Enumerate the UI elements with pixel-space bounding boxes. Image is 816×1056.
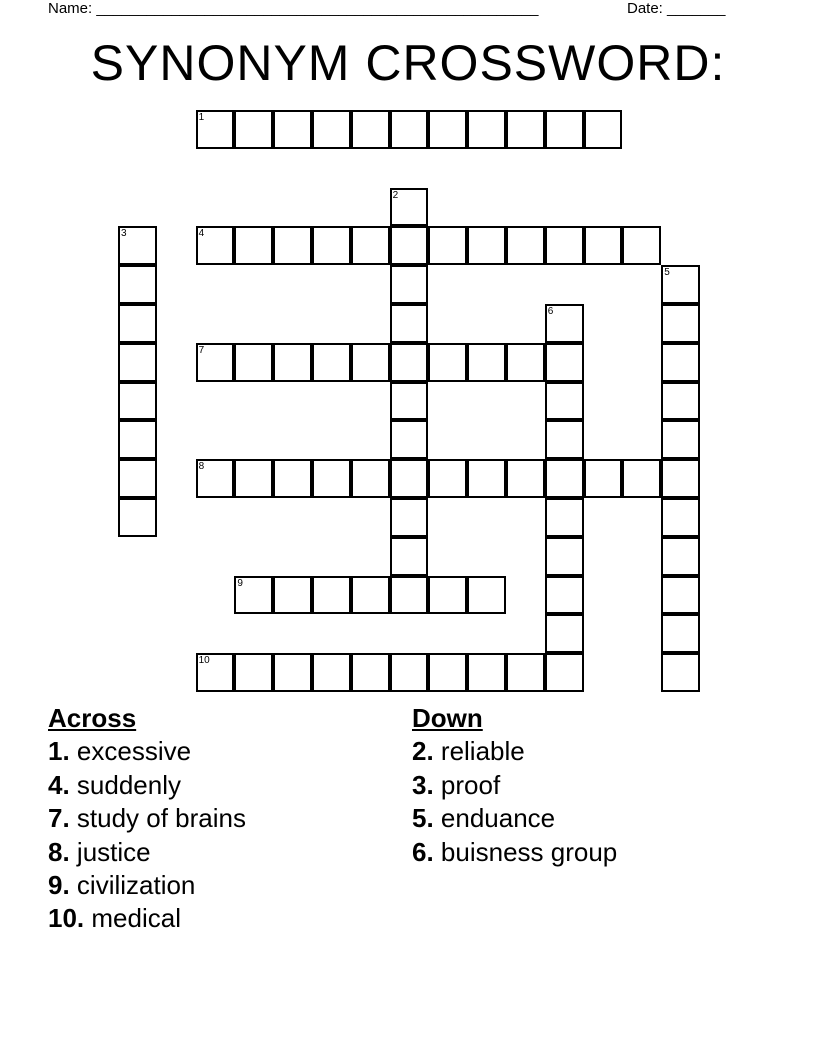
grid-cell[interactable] (545, 110, 584, 149)
grid-cell[interactable] (312, 576, 351, 615)
grid-cell[interactable] (467, 459, 506, 498)
clue-number: 5 (664, 267, 670, 279)
grid-cell[interactable] (234, 343, 273, 382)
grid-cell[interactable] (118, 382, 157, 421)
grid-cell[interactable] (351, 110, 390, 149)
clue-item-text: study of brains (69, 803, 246, 834)
grid-cell[interactable] (467, 226, 506, 265)
grid-cell[interactable] (428, 110, 467, 149)
grid-cell[interactable] (584, 110, 623, 149)
clue-item-text: buisness group (433, 836, 618, 867)
grid-cell[interactable] (622, 226, 661, 265)
down-heading: Down (412, 703, 483, 733)
grid-cell[interactable] (545, 304, 584, 343)
across-heading: Across (48, 703, 137, 733)
grid-cell[interactable] (273, 343, 312, 382)
grid-cell[interactable] (467, 576, 506, 615)
clue-number: 9 (237, 577, 243, 589)
grid-cell[interactable] (351, 226, 390, 265)
grid-cell[interactable] (312, 226, 351, 265)
grid-cell[interactable] (390, 188, 429, 227)
clue-item-number: 9. (48, 870, 70, 901)
grid-cell[interactable] (390, 382, 429, 421)
grid-cell[interactable] (390, 576, 429, 615)
grid-cell[interactable] (118, 459, 157, 498)
clue-number: 1 (198, 112, 205, 123)
across-clue (48, 735, 246, 768)
clue-item-text: civilization (69, 870, 196, 901)
clue-item-text: enduance (433, 803, 556, 834)
clue-number: 7 (198, 344, 205, 356)
grid-cell[interactable] (118, 304, 157, 343)
grid-cell[interactable] (661, 343, 700, 382)
grid-cell[interactable] (234, 576, 273, 615)
grid-cell[interactable] (506, 459, 545, 498)
grid-cell[interactable] (661, 576, 700, 615)
grid-cell[interactable] (428, 653, 467, 692)
grid-cell[interactable] (545, 537, 584, 576)
grid-cell[interactable] (661, 653, 700, 692)
grid-cell[interactable] (234, 110, 273, 149)
grid-cell[interactable] (545, 498, 584, 537)
down-clue (412, 769, 617, 802)
grid-cell[interactable] (196, 653, 235, 692)
grid-cell[interactable] (118, 343, 157, 382)
grid-cell[interactable] (234, 459, 273, 498)
grid-cell[interactable] (661, 382, 700, 421)
grid-cell[interactable] (118, 498, 157, 537)
clue-number: 6 (547, 306, 554, 317)
grid-cell[interactable] (506, 110, 545, 149)
grid-cell[interactable] (118, 226, 157, 265)
grid-cell[interactable] (545, 459, 584, 498)
page-title: SYNONYM CROSSWORD: (90, 35, 726, 91)
across-list (48, 735, 246, 935)
grid-cell[interactable] (351, 459, 390, 498)
grid-cell[interactable] (118, 265, 157, 304)
grid-cell[interactable] (390, 459, 429, 498)
clue-item-number: 2. (412, 736, 434, 767)
grid-cell[interactable] (545, 653, 584, 692)
grid-cell[interactable] (467, 343, 506, 382)
down-clue (412, 735, 617, 768)
grid-cell[interactable] (351, 576, 390, 615)
clue-item-text: reliable (433, 736, 525, 767)
clue-item-number: 8. (48, 836, 70, 867)
grid-cell[interactable] (312, 343, 351, 382)
grid-cell[interactable] (273, 110, 312, 149)
clue-number: 2 (392, 189, 399, 201)
grid-cell[interactable] (428, 576, 467, 615)
grid-cell[interactable] (312, 653, 351, 692)
down-clues (412, 702, 617, 869)
grid-cell[interactable] (545, 576, 584, 615)
date-blank[interactable]: _______ (667, 0, 726, 17)
clue-item-number: 3. (412, 769, 434, 800)
clue-item-text: medical (84, 903, 181, 934)
grid-cell[interactable] (661, 459, 700, 498)
clue-item-number: 7. (48, 803, 70, 834)
grid-cell[interactable] (545, 226, 584, 265)
grid-cell[interactable] (506, 226, 545, 265)
grid-cell[interactable] (390, 110, 429, 149)
grid-cell[interactable] (545, 382, 584, 421)
grid-cell[interactable] (196, 110, 235, 149)
clue-item-number: 1. (48, 736, 70, 767)
clue-number: 3 (121, 228, 127, 240)
grid-cell[interactable] (661, 420, 700, 459)
clue-item-text: proof (433, 769, 501, 800)
grid-cell[interactable] (545, 614, 584, 653)
grid-cell[interactable] (390, 498, 429, 537)
grid-cell[interactable] (234, 226, 273, 265)
grid-cell[interactable] (467, 110, 506, 149)
grid-cell[interactable] (661, 537, 700, 576)
grid-cell[interactable] (661, 498, 700, 537)
down-clue (412, 836, 617, 869)
grid-cell[interactable] (390, 265, 429, 304)
clue-item-text: justice (69, 836, 151, 867)
across-clue (48, 769, 246, 802)
grid-cell[interactable] (390, 226, 429, 265)
grid-cell[interactable] (312, 110, 351, 149)
grid-cell[interactable] (390, 653, 429, 692)
grid-cell[interactable] (661, 265, 700, 304)
across-clue (48, 869, 246, 902)
clue-number: 8 (198, 461, 205, 473)
grid-cell[interactable] (351, 653, 390, 692)
clue-number: 4 (198, 228, 205, 240)
across-clue (48, 902, 246, 935)
grid-cell[interactable] (351, 343, 390, 382)
down-clue (412, 802, 617, 835)
grid-cell[interactable] (428, 459, 467, 498)
grid-cell[interactable] (273, 226, 312, 265)
grid-cell[interactable] (273, 459, 312, 498)
clue-item-text: excessive (69, 736, 192, 767)
clue-number: 10 (198, 655, 210, 667)
grid-cell[interactable] (661, 614, 700, 653)
grid-cell[interactable] (196, 226, 235, 265)
grid-cell[interactable] (428, 343, 467, 382)
down-list (412, 735, 617, 869)
clue-item-number: 10. (48, 903, 85, 934)
grid-cell[interactable] (545, 343, 584, 382)
clue-item-number: 5. (412, 803, 434, 834)
name-label: Name: (48, 0, 93, 17)
grid-cell[interactable] (273, 576, 312, 615)
date-label: Date: (627, 0, 663, 17)
grid-cell[interactable] (467, 653, 506, 692)
clue-item-number: 4. (48, 769, 70, 800)
grid-cell[interactable] (584, 226, 623, 265)
grid-cell[interactable] (661, 304, 700, 343)
grid-cell[interactable] (118, 420, 157, 459)
grid-cell[interactable] (584, 459, 623, 498)
across-clues (48, 702, 246, 936)
grid-cell[interactable] (234, 653, 273, 692)
name-blank[interactable]: _____________________________________________________ (96, 0, 539, 17)
grid-cell[interactable] (312, 459, 351, 498)
grid-cell[interactable] (196, 343, 235, 382)
grid-cell[interactable] (273, 653, 312, 692)
grid-cell[interactable] (545, 420, 584, 459)
grid-cell[interactable] (506, 343, 545, 382)
grid-cell[interactable] (390, 420, 429, 459)
across-clue (48, 836, 246, 869)
grid-cell[interactable] (390, 304, 429, 343)
grid-cell[interactable] (390, 343, 429, 382)
grid-cell[interactable] (506, 653, 545, 692)
grid-cell[interactable] (196, 459, 235, 498)
clue-item-number: 6. (412, 836, 434, 867)
across-clue (48, 802, 246, 835)
grid-cell[interactable] (428, 226, 467, 265)
grid-cell[interactable] (390, 537, 429, 576)
clue-item-text: suddenly (69, 769, 181, 800)
grid-cell[interactable] (622, 459, 661, 498)
